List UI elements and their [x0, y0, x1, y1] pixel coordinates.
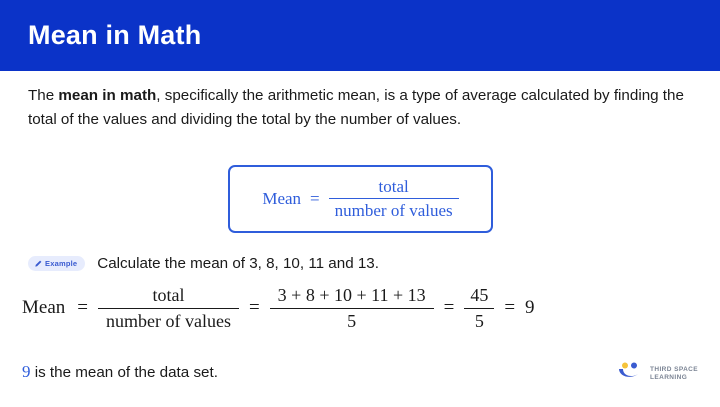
formula-denominator: number of values — [334, 201, 453, 221]
worked-fraction-1-denominator: number of values — [105, 310, 231, 331]
definition-formula-box — [228, 165, 493, 233]
formula-lhs: Mean — [262, 188, 302, 208]
example-badge — [28, 256, 85, 271]
conclusion-value: 9 — [22, 362, 31, 381]
intro-bold-term: mean in math — [58, 87, 157, 104]
worked-fraction-1-numerator: total — [152, 285, 185, 305]
worked-fraction-2-numerator: 3 + 8 + 10 + 11 + 13 — [277, 285, 426, 305]
worked-result: 9 — [525, 297, 535, 319]
worked-fraction-3 — [464, 285, 494, 332]
page-header — [0, 0, 720, 71]
worked-fraction-3-denominator: 5 — [474, 310, 484, 331]
formula-fraction — [329, 177, 459, 220]
worked-equals-3: = — [443, 297, 455, 319]
conclusion-text — [22, 362, 218, 382]
logo-line-2: LEARNING — [650, 373, 688, 381]
logo-wordmark — [650, 366, 698, 382]
example-row — [28, 255, 379, 272]
worked-equals-2: = — [248, 297, 260, 319]
worked-fraction-1 — [98, 285, 239, 332]
intro-paragraph — [28, 84, 696, 132]
intro-part2: , specifically the arithmetic mean, is a type of average calculated by finding the total of the values and dividing the total by the number of values. — [28, 87, 684, 128]
worked-equals-1: = — [77, 297, 88, 319]
worked-equals-4: = — [504, 297, 516, 319]
worked-solution — [22, 285, 535, 332]
logo-mark-icon — [618, 362, 644, 385]
pencil-icon — [34, 260, 42, 268]
example-badge-label: Example — [45, 259, 78, 268]
definition-formula — [262, 177, 458, 220]
example-question: Calculate the mean of 3, 8, 10, 11 and 13. — [97, 255, 379, 272]
formula-equals: = — [310, 188, 320, 208]
worked-fraction-2-denominator: 5 — [347, 310, 357, 331]
worked-label: Mean — [22, 297, 66, 319]
page-title: Mean in Math — [28, 20, 202, 50]
formula-numerator: total — [378, 177, 409, 197]
brand-logo — [618, 362, 698, 385]
worked-fraction-2 — [270, 285, 434, 332]
logo-line-1: THIRD SPACE — [650, 365, 698, 373]
conclusion-rest: is the mean of the data set. — [30, 364, 218, 381]
worked-fraction-3-numerator: 45 — [470, 285, 489, 305]
intro-part1: The — [28, 87, 59, 104]
